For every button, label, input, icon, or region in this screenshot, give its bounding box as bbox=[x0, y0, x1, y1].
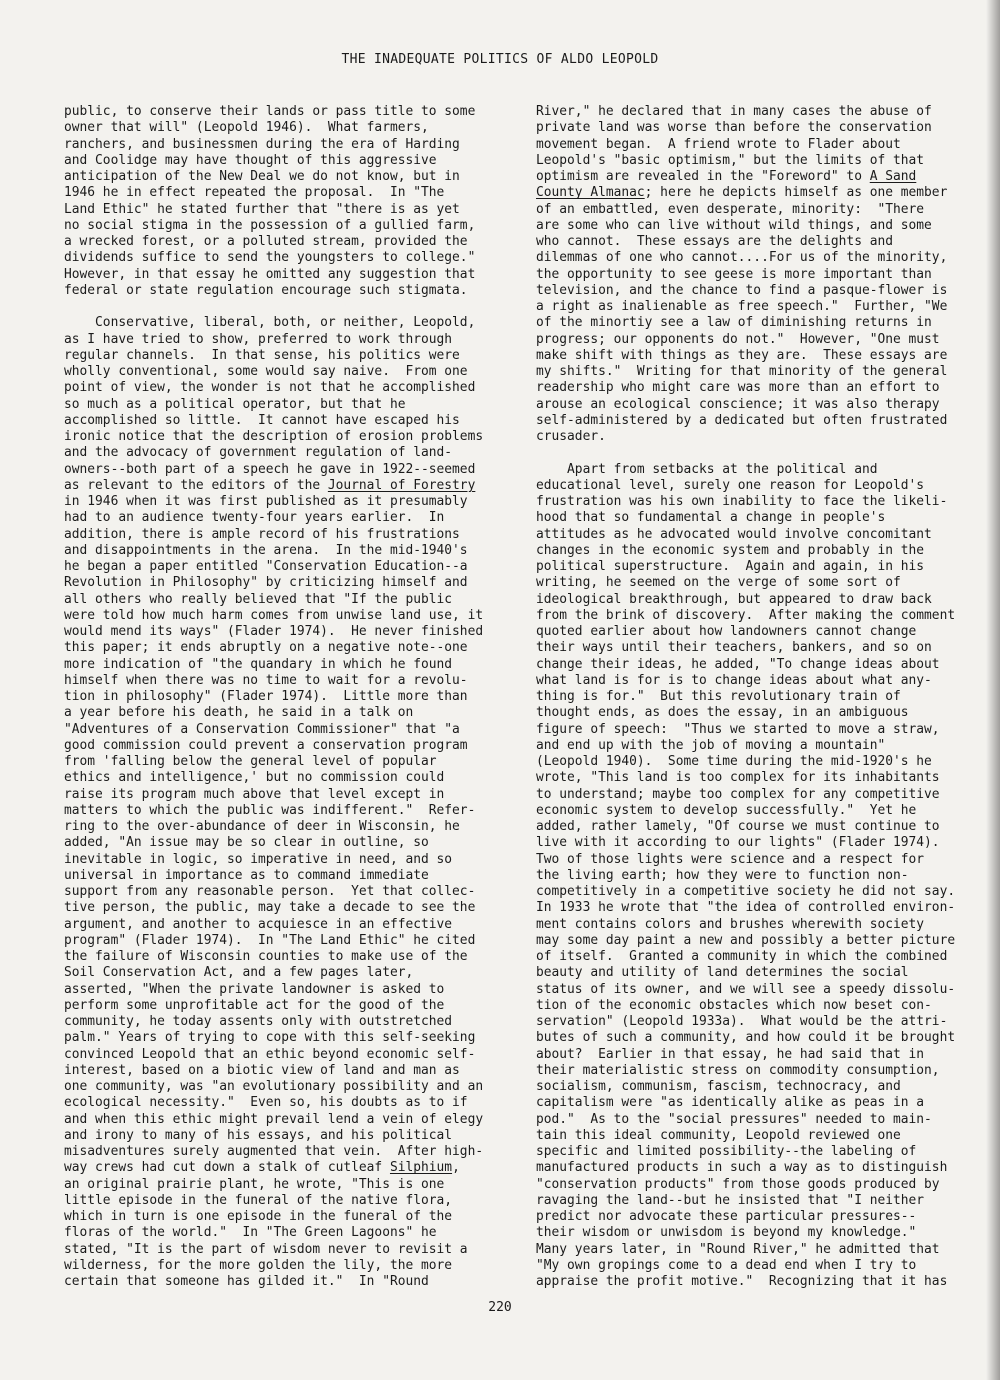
text-line: no social stigma in the possession of a gullied farm, bbox=[64, 217, 476, 233]
text-line: capitalism were "as identically alike as peas in a bbox=[536, 1095, 925, 1111]
text-line: more indication of "the quandary in which he found bbox=[64, 656, 453, 672]
text-line: public, to conserve their lands or pass title to some bbox=[64, 104, 476, 119]
text-line: so much as a political operator, but that he bbox=[64, 396, 406, 412]
text-line: self-administered by a dedicated but often frustrated bbox=[536, 412, 948, 428]
text-line: appraise the profit motive." Recognizing that it has bbox=[536, 1274, 948, 1289]
text-line: butes of such a community, and how could it be brought bbox=[536, 1030, 956, 1046]
text-line: frustration was his own inability to face the likeli- bbox=[536, 494, 948, 509]
underlined-title: A Sand bbox=[869, 169, 917, 184]
left-column-paragraph bbox=[64, 104, 500, 299]
text-line: wilderness, for the more golden the lily, the more bbox=[64, 1257, 453, 1273]
underlined-title: Silphium bbox=[389, 1160, 453, 1176]
paragraph-gap bbox=[536, 445, 972, 461]
page-number: 220 bbox=[488, 1300, 512, 1315]
text-line: dilemmas of one who cannot....For us of the minority, bbox=[536, 250, 948, 266]
text-line: ranchers, and businessmen during the era of Harding bbox=[64, 136, 460, 152]
text-line: live with it according to our lights" (Flader 1974). bbox=[536, 835, 940, 851]
text-line: private land was worse than before the conservation bbox=[536, 120, 932, 136]
text-line: were told how much harm comes from unwise land use, it bbox=[64, 607, 484, 623]
text-line: which in turn is one episode in the funeral of the bbox=[64, 1209, 453, 1224]
text-line: thing is for." But this revolutionary train of bbox=[536, 689, 901, 704]
text-line: program" (Flader 1974). In "The Land Ethic" he cited bbox=[64, 932, 476, 948]
text-line: pod." As to the "social pressures" needed to main- bbox=[536, 1111, 932, 1127]
text-line: misadventures surely augmented that vein. After high- bbox=[64, 1144, 484, 1159]
text-line: economic system to develop successfully." Yet he bbox=[536, 802, 917, 818]
text-line: an original prairie plant, he wrote, "This is one bbox=[64, 1176, 445, 1192]
text-line: status of its owner, and we will see a speedy dissolu- bbox=[536, 981, 956, 997]
text-line: ecological necessity." Even so, his doubts as to if bbox=[64, 1095, 468, 1111]
text-line: their materialistic stress on commodity consumption, bbox=[536, 1062, 940, 1078]
text-line: socialism, communism, fascism, technocracy, and bbox=[536, 1079, 901, 1094]
text-line: In 1933 he wrote that "the idea of controlled environ- bbox=[536, 900, 956, 916]
text-line: tion of the economic obstacles which now beset con- bbox=[536, 997, 932, 1013]
text-line: and disappointments in the arena. In the mid-1940's bbox=[64, 542, 468, 558]
text-line: in 1946 when it was first published as it presumably bbox=[64, 494, 468, 509]
right-column-paragraph bbox=[536, 462, 972, 1291]
text-line: asserted, "When the private landowner is asked to bbox=[64, 981, 445, 997]
text-line: changes in the economic system and probably in the bbox=[536, 542, 925, 558]
text-line: quoted earlier about how landowners cannot change bbox=[536, 624, 917, 639]
text-line: palm." Years of trying to cope with this self-seeking bbox=[64, 1030, 476, 1046]
text-line: ring to the over-abundance of deer in Wisconsin, he bbox=[64, 819, 460, 834]
text-line: progress; our opponents do not." However, "One must bbox=[536, 331, 940, 347]
text-line: of the minortiy see a law of diminishing returns in bbox=[536, 315, 932, 331]
text-line: this paper; it ends abruptly on a negative note--one bbox=[64, 640, 468, 656]
text-line: attitudes as he advocated would involve concomitant bbox=[536, 526, 932, 542]
text-line: County Almanac; here he depicts himself as one member bbox=[536, 185, 948, 201]
text-line: Two of those lights were science and a respect for bbox=[536, 851, 925, 867]
text-line: all others who really believed that "If the public bbox=[64, 591, 453, 607]
text-line: and end up with the job of moving a mountain" bbox=[536, 737, 886, 753]
text-line: from 'falling below the general level of popular bbox=[64, 754, 437, 769]
right-column bbox=[536, 104, 972, 1290]
text-line: specific and limited possibility--the labeling of bbox=[536, 1144, 917, 1159]
text-line: point of view, the wonder is not that he accomplished bbox=[64, 380, 476, 396]
text-line: However, in that essay he omitted any suggestion that bbox=[64, 266, 476, 282]
text-line: universal in importance as to command immediate bbox=[64, 867, 429, 883]
text-line: the living earth; how they were to function non- bbox=[536, 867, 909, 883]
text-line: optimism are revealed in the "Foreword" to A Sand bbox=[536, 169, 917, 184]
text-line: way crews had cut down a stalk of cutleaf Silphium, bbox=[64, 1160, 460, 1176]
text-line: Revolution in Philosophy" by criticizing himself and bbox=[64, 575, 468, 591]
text-line: from the brink of discovery. After making the comment bbox=[536, 607, 956, 623]
text-line: educational level, surely one reason for Leopold's bbox=[536, 477, 925, 493]
text-line: addition, there is ample record of his frustrations bbox=[64, 526, 460, 542]
text-line: raise its program much above that level except in bbox=[64, 786, 445, 802]
text-line: "conservation products" from those goods produced by bbox=[536, 1176, 940, 1192]
text-line: as I have tried to show, preferred to work through bbox=[64, 331, 453, 347]
text-line: their wisdom or unwisdom is beyond my knowledge." bbox=[536, 1225, 917, 1241]
text-line: change their ideas, he added, "To change ideas about bbox=[536, 656, 940, 672]
text-line: community, he today assents only with outstretched bbox=[64, 1014, 453, 1029]
text-line: would mend its ways" (Flader 1974). He never finished bbox=[64, 624, 484, 639]
text-line: competitively in a competitive society he did not say. bbox=[536, 884, 956, 899]
text-line: River," he declared that in many cases the abuse of bbox=[536, 104, 932, 119]
text-line: regular channels. In that sense, his politics were bbox=[64, 347, 460, 363]
text-line: a right as inalienable as free speech." Further, "We bbox=[536, 299, 948, 314]
text-line: their ways until their teachers, bankers, and so on bbox=[536, 640, 932, 656]
text-line: ravaging the land--but he insisted that "I neither bbox=[536, 1192, 925, 1208]
text-line: ethics and intelligence,' but no commission could bbox=[64, 770, 445, 786]
text-line: hood that so fundamental a change in people's bbox=[536, 510, 886, 526]
text-line: had to an audience twenty-four years earlier. In bbox=[64, 510, 445, 526]
text-line: my shifts." Writing for that minority of the general bbox=[536, 364, 948, 379]
text-line: beauty and utility of land determines the social bbox=[536, 965, 909, 981]
text-line: writing, he seemed on the verge of some sort of bbox=[536, 575, 901, 591]
text-line: ironic notice that the description of erosion problems bbox=[64, 429, 484, 444]
text-line: television, and the chance to find a pasque-flower is bbox=[536, 282, 948, 298]
text-line: figure of speech: "Thus we started to move a straw, bbox=[536, 721, 940, 737]
text-line: a year before his death, he said in a talk on bbox=[64, 705, 414, 721]
text-line: support from any reasonable person. Yet that collec- bbox=[64, 884, 476, 899]
text-line: good commission could prevent a conservation program bbox=[64, 737, 468, 753]
text-line: dividends suffice to send the youngsters to college." bbox=[64, 250, 476, 266]
running-header: THE INADEQUATE POLITICS OF ALDO LEOPOLD bbox=[341, 52, 659, 67]
text-line: added, "An issue may be so clear in outline, so bbox=[64, 835, 429, 851]
text-line: floras of the world." In "The Green Lagoons" he bbox=[64, 1225, 437, 1241]
text-line: "Adventures of a Conservation Commissioner" that "a bbox=[64, 721, 460, 737]
text-line: servation" (Leopold 1933a). What would be the attri- bbox=[536, 1014, 948, 1029]
page-edge-shadow bbox=[986, 0, 1000, 1380]
text-line: (Leopold 1940). Some time during the mid-1920's he bbox=[536, 754, 932, 769]
right-column-paragraph bbox=[536, 104, 972, 445]
text-line: a wrecked forest, or a polluted stream, provided the bbox=[64, 234, 468, 249]
left-column-paragraph bbox=[64, 315, 500, 1290]
text-line: convinced Leopold that an ethic beyond economic self- bbox=[64, 1046, 476, 1062]
text-line: and the advocacy of government regulation of land- bbox=[64, 445, 453, 461]
text-line: predict nor advocate these particular pressures-- bbox=[536, 1209, 917, 1224]
underlined-title: Journal of Forestry bbox=[327, 477, 476, 493]
text-line: certain that someone has gilded it." In "Round bbox=[64, 1274, 429, 1289]
text-line: the failure of Wisconsin counties to make use of the bbox=[64, 949, 468, 964]
text-line: as relevant to the editors of the Journal of Forestry bbox=[64, 477, 476, 493]
text-line: argument, and another to acquiesce in an effective bbox=[64, 916, 453, 932]
underlined-title: County Almanac bbox=[536, 185, 645, 201]
text-line: political superstructure. Again and again, in his bbox=[536, 559, 925, 574]
text-line: anticipation of the New Deal we do not know, but in bbox=[64, 169, 460, 184]
text-line: tain this ideal community, Leopold reviewed one bbox=[536, 1127, 901, 1143]
text-line: and Coolidge may have thought of this aggressive bbox=[64, 152, 437, 168]
text-line: what land is for is to change ideas about what any- bbox=[536, 672, 932, 688]
text-line: manufactured products in such a way as to distinguish bbox=[536, 1160, 948, 1176]
text-line: owners--both part of a speech he gave in 1922--seemed bbox=[64, 461, 476, 477]
text-line: to understand; maybe too complex for any competitive bbox=[536, 786, 940, 802]
text-line: and irony to many of his essays, and his political bbox=[64, 1127, 453, 1143]
text-line: make shift with things as they are. These essays are bbox=[536, 347, 948, 363]
text-line: may some day paint a new and possibly a better picture bbox=[536, 932, 956, 948]
text-line: ideological breakthrough, but appeared to draw back bbox=[536, 591, 932, 607]
text-line: wholly conventional, some would say naive. From one bbox=[64, 364, 468, 379]
text-line: Apart from setbacks at the political and bbox=[536, 461, 878, 477]
text-line: perform some unprofitable act for the good of the bbox=[64, 997, 445, 1013]
text-line: he began a paper entitled "Conservation Education--a bbox=[64, 559, 468, 574]
left-column bbox=[64, 104, 500, 1290]
text-line: stated, "It is the part of wisdom never to revisit a bbox=[64, 1241, 468, 1257]
text-line: "My own gropings come to a dead end when I try to bbox=[536, 1257, 917, 1273]
text-line: crusader. bbox=[536, 429, 606, 444]
text-line: himself when there was no time to wait for a revolu- bbox=[64, 672, 468, 688]
text-line: wrote, "This land is too complex for its inhabitants bbox=[536, 770, 940, 786]
text-line: added, rather lamely, "Of course we must continue to bbox=[536, 819, 940, 834]
text-line: the opportunity to see geese is more important than bbox=[536, 266, 932, 282]
text-line: inevitable in logic, so imperative in need, and so bbox=[64, 851, 453, 867]
text-line: accomplished so little. It cannot have escaped his bbox=[64, 412, 460, 428]
text-line: matters to which the public was indifferent." Refer- bbox=[64, 802, 476, 818]
text-line: Conservative, liberal, both, or neither, Leopold, bbox=[64, 315, 476, 331]
text-line: ment contains colors and brushes wherewith society bbox=[536, 916, 925, 932]
text-line: federal or state regulation encourage such stigmata. bbox=[64, 282, 468, 298]
text-line: 1946 he in effect repeated the proposal. In "The bbox=[64, 185, 445, 201]
text-line: who cannot. These essays are the delights and bbox=[536, 234, 893, 249]
text-line: Land Ethic" he stated further that "there is as yet bbox=[64, 201, 460, 217]
text-line: little episode in the funeral of the native flora, bbox=[64, 1192, 453, 1208]
text-line: are some who can live without wild things, and some bbox=[536, 217, 932, 233]
text-line: about? Earlier in that essay, he had said that in bbox=[536, 1046, 925, 1062]
text-line: readership who might care was more than an effort to bbox=[536, 380, 940, 396]
text-line: thought ends, as does the essay, in an ambiguous bbox=[536, 705, 909, 721]
paragraph-gap bbox=[64, 299, 500, 315]
text-line: tion in philosophy" (Flader 1974). Little more than bbox=[64, 689, 468, 704]
text-line: Many years later, in "Round River," he admitted that bbox=[536, 1241, 940, 1257]
text-line: arouse an ecological conscience; it was also therapy bbox=[536, 396, 940, 412]
text-line: and when this ethic might prevail lend a vein of elegy bbox=[64, 1111, 484, 1127]
text-line: one community, was "an evolutionary possibility and an bbox=[64, 1079, 484, 1094]
text-line: of an embattled, even desperate, minority: "There bbox=[536, 201, 925, 217]
text-line: tive person, the public, may take a decade to see the bbox=[64, 900, 476, 916]
text-line: Soil Conservation Act, and a few pages later, bbox=[64, 965, 414, 981]
text-line: interest, based on a biotic view of land and man as bbox=[64, 1062, 460, 1078]
text-line: owner that will" (Leopold 1946). What farmers, bbox=[64, 120, 429, 136]
text-line: Leopold's "basic optimism," but the limits of that bbox=[536, 152, 925, 168]
text-line: movement began. A friend wrote to Flader about bbox=[536, 136, 901, 152]
text-line: of itself. Granted a community in which the combined bbox=[536, 949, 948, 964]
